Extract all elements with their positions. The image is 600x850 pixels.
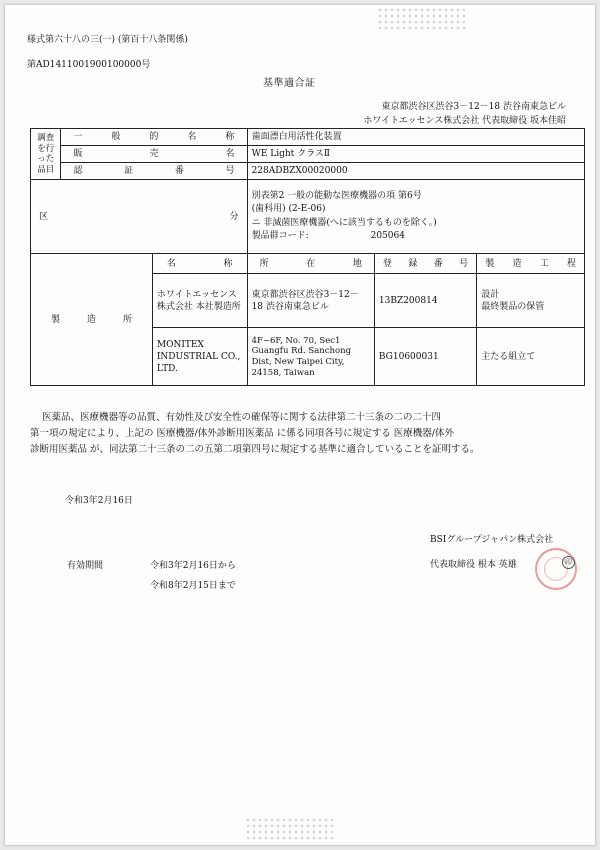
site1-reg: 13BZ200814 [374, 274, 476, 328]
site2-reg: BG10600031 [374, 328, 476, 386]
holder-address: 東京都渋谷区渋谷3－12－18 渋谷南東急ビル [381, 102, 566, 112]
product-group-row [252, 230, 580, 244]
product-group-code: 205064 [370, 231, 405, 242]
form-reference: 様式第六十八の三(一) (第百十八条関係) [27, 35, 188, 45]
company-seal-stamp [535, 548, 577, 590]
document-title: 基準適合証 [263, 78, 316, 89]
col-reg-header: 登 録 番 号 [374, 254, 476, 274]
validity-label: 有効期間 [67, 561, 104, 571]
binding-dots-top [377, 7, 467, 31]
certification-statement [30, 410, 580, 458]
cert-number-label: 認 証 番 号 [61, 163, 247, 180]
site1-address: 東京都渋谷区渋谷3－12－18 渋谷南東急ビル [247, 274, 374, 328]
manufacturing-site-label: 製 造 所 [31, 254, 153, 386]
general-name-label: 一 般 的 名 称 [61, 129, 247, 146]
product-group-label: 製品群コード: [251, 231, 309, 242]
site1-process-line2: 最終製品の保管 [481, 301, 545, 312]
issue-date: 令和3年2月16日 [65, 496, 133, 506]
site2-name: MONITEX INDUSTRIAL CO., LTD. [152, 328, 247, 386]
site2-address: 4F~6F, No. 70, Sec1 Guangfu Rd. Sanchong Dist, New Taipei City, 24158, Taiwan [247, 328, 374, 386]
certificate-number: 第AD1411001900100000号 [27, 60, 151, 70]
site1-process-line1: 設計 [481, 289, 500, 300]
classification-label: 区 分 [31, 180, 248, 254]
general-name-value: 歯面漂白用活性化装置 [247, 129, 584, 146]
col-process-header: 製 造 工 程 [477, 254, 585, 274]
cert-number-value: 228ADBZX00020000 [247, 163, 584, 180]
issuer-representative: 代表取締役 根本 英雄 [430, 560, 517, 570]
classification-line1: 別表第2 一般の能動な医療機器の項 第6号 [251, 190, 422, 201]
binding-dots-bottom [245, 817, 333, 841]
sales-name-value: WE Light クラスⅡ [247, 146, 584, 163]
statement-line1: 医薬品、医療機器等の品質、有効性及び安全性の確保等に関する法律第二十三条の二の二十四 [42, 412, 442, 423]
holder-company-rep: ホワイトエッセンス株式会社 代表取締役 坂本佳昭 [363, 116, 566, 126]
classification-line3: ニ 非滅菌医療機器(へに該当するものを除く。) [251, 217, 437, 228]
surveyed-item-label: 調査を行った品目 [31, 129, 61, 180]
certificate-page [4, 4, 596, 846]
classification-line2: (歯科用) (2-E-06) [251, 204, 326, 215]
personal-seal-mark: 印 [562, 556, 575, 569]
site1-name: ホワイトエッセンス株式会社 本社製造所 [152, 274, 247, 328]
col-address-header: 所 在 地 [247, 254, 374, 274]
sales-name-label: 販 売 名 [61, 146, 247, 163]
validity-to: 令和8年2月15日まで [150, 581, 236, 591]
certification-table [30, 128, 585, 386]
site1-process [477, 274, 585, 328]
validity-from: 令和3年2月16日から [150, 561, 236, 571]
statement-line3: 診断用医薬品 が、同法第二十三条の二の五第二項第四号に規定する基準に適合していることを証明する。 [30, 444, 480, 455]
site2-process: 主たる組立て [477, 328, 585, 386]
classification-value [247, 180, 584, 254]
col-name-header: 名 称 [152, 254, 247, 274]
statement-line2: 第一項の規定により、上記の 医療機器/体外診断用医薬品 に係る同項各号に規定する 医療機器/体外 [30, 428, 454, 439]
issuer-company: BSIグループジャパン株式会社 [430, 535, 554, 545]
